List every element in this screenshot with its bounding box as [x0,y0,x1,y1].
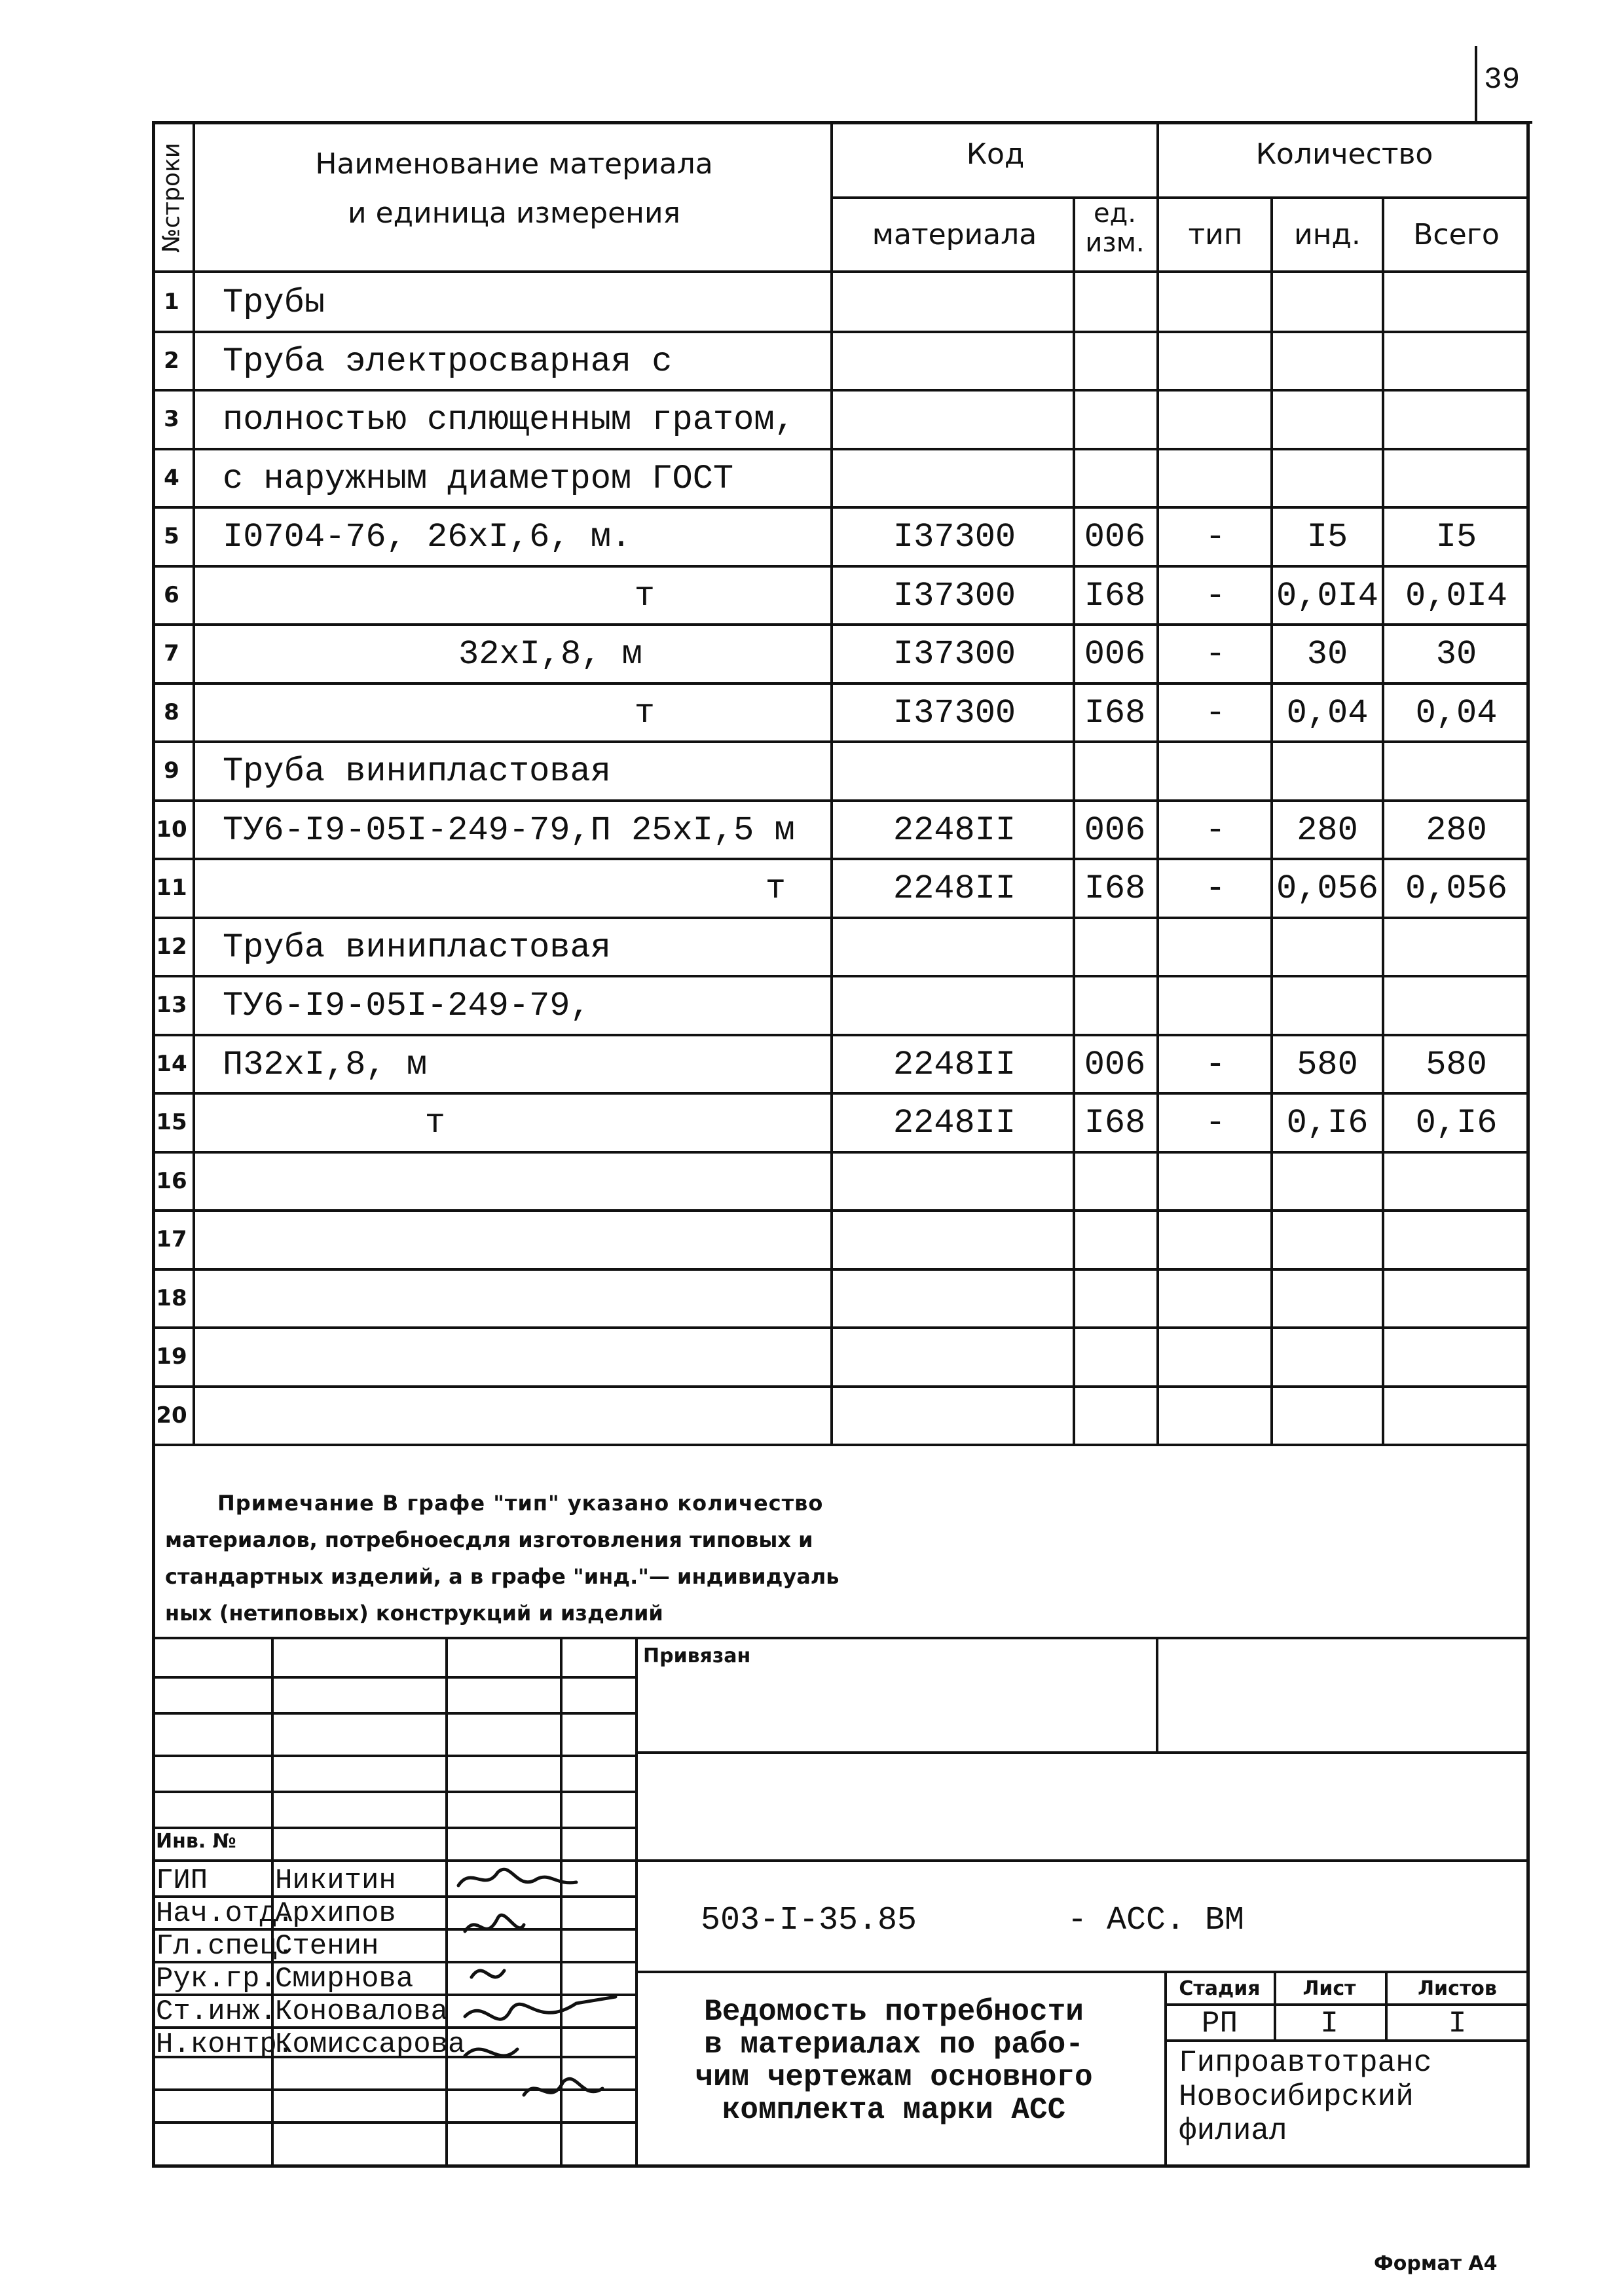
row-number: 16 [156,1167,187,1194]
grid-line [152,858,1530,860]
row-number: 3 [164,406,179,432]
stamp-line [1164,1971,1167,2168]
grid-line [152,1034,1530,1036]
row-total: 580 [1426,1045,1487,1084]
row-type: - [1205,1045,1226,1084]
row-name: т [634,576,655,615]
grid-line [152,1092,1530,1095]
note [165,1485,951,1631]
row-ind: 0,0I4 [1276,576,1379,615]
title-line: комплекта марки АСС [722,2093,1066,2127]
row-number: 2 [164,347,179,374]
role-name: Стенин [275,1930,379,1963]
row-type: - [1205,1104,1226,1142]
role-title: Гл.спец. [156,1930,295,1963]
grid-line [193,121,195,1444]
stamp-line [635,1859,1530,1862]
row-type: - [1205,635,1226,674]
row-number: 1 [164,289,179,315]
row-total: 0,0I4 [1405,576,1508,615]
row-unit: I68 [1084,576,1146,615]
note-line3: стандартных изделий, а в графе "инд."— индивидуаль [165,1564,840,1589]
row-name: I0704-76, 26xI,6, м. [223,518,632,556]
row-type: - [1205,811,1226,850]
row-code: 2248II [893,811,1016,850]
row-name: ТУ6-I9-05I-249-79, [223,987,591,1025]
stamp-line [152,1676,637,1679]
row-unit: 006 [1084,635,1146,674]
row-number: 4 [164,464,179,491]
sheet-value: I [1320,2007,1338,2041]
title-line: в материалах по рабо- [704,2028,1084,2062]
grid-line [152,1268,1530,1271]
role-name: Никитин [275,1865,396,1897]
grid-line [830,121,833,1444]
row-total: 0,04 [1415,693,1498,733]
organization [1179,2046,1431,2148]
row-type: - [1205,869,1226,908]
row-number: 15 [156,1109,187,1135]
stage-value: РП [1201,2007,1238,2041]
row-number: 14 [156,1050,187,1077]
row-name: с наружным диаметром ГОСТ [223,459,734,498]
role-title: Рук.гр. [156,1963,277,1995]
grid-line [152,917,1530,919]
grid-line [152,682,1530,685]
grid-line [152,1326,1530,1329]
grid-line [152,1209,1530,1212]
header-name-line2: и единица измерения [347,196,681,230]
row-name: П32xI,8, м [223,1045,428,1084]
row-code: 2248II [893,1104,1016,1142]
grid-line [1156,121,1159,1444]
sheet-label: Лист [1302,1977,1356,2000]
title-line: Ведомость потребности [704,1995,1084,2029]
row-code: 2248II [893,869,1016,908]
role-title: Ст.инж. [156,1995,277,2028]
row-ind: 580 [1297,1045,1358,1084]
row-name: полностью сплющенным гратом, [223,401,795,439]
row-number: 12 [156,933,187,960]
row-number: 10 [156,816,187,843]
row-type: - [1205,576,1226,615]
header-quantity: Количество [1255,137,1433,171]
grid-line [832,196,1530,199]
row-unit: I68 [1084,869,1146,908]
row-name: Труба электросварная с [223,342,673,381]
grid-line [152,740,1530,743]
grid-line [152,1385,1530,1388]
row-number: 18 [156,1285,187,1311]
header-type: тип [1188,218,1243,251]
row-number: 6 [164,581,179,608]
format-label: Формат А4 [1374,2252,1498,2275]
org-line: Новосибирский [1179,2080,1414,2114]
row-name: ТУ6-I9-05I-249-79,П 25xI,5 м [223,811,795,850]
row-number: 17 [156,1226,187,1252]
row-code: I37300 [893,635,1016,674]
stamp-line [1164,2003,1530,2006]
row-number: 5 [164,523,179,549]
row-total: 280 [1426,811,1487,850]
stamp-line [635,1751,1530,1754]
row-unit: 006 [1084,518,1146,556]
grid-line [152,799,1530,802]
role-name: Смирнова [275,1963,414,1995]
stamp-line [152,1791,637,1793]
note-line1: Примечание В графе "тип" указано количество [217,1491,824,1516]
document-title [645,1995,1143,2126]
stamp-line [152,2121,637,2124]
header-code: Код [966,137,1025,171]
row-code: I37300 [893,518,1016,556]
row-number: 13 [156,992,187,1018]
row-ind: 0,056 [1276,869,1379,908]
note-line4: ных (нетиповых) конструкций и изделий [165,1601,663,1626]
row-code: I37300 [893,576,1016,615]
row-total: 0,I6 [1415,1104,1498,1142]
org-line: филиал [1179,2114,1287,2148]
stage-label: Стадия [1179,1977,1261,2000]
grid-line [152,1637,1530,1639]
row-type: - [1205,693,1226,733]
header-material: материала [872,218,1037,251]
role-title: ГИП [156,1865,208,1897]
row-code: 2248II [893,1045,1016,1084]
grid-line [152,975,1530,977]
header-unit-line1: ед. [1094,198,1136,228]
row-name: т [765,869,786,908]
grid-line [152,1444,1530,1446]
row-number: 9 [164,757,179,784]
stamp-line [152,1755,637,1757]
grid-line [152,506,1530,509]
grid-line [152,270,1530,273]
header-total: Всего [1413,218,1500,251]
row-name: т [634,693,655,733]
role-title: Нач.отд. [156,1897,295,1930]
row-number: 11 [156,875,187,901]
row-unit: 006 [1084,1045,1146,1084]
row-number: 19 [156,1343,187,1370]
note-line2: материалов, потребноесдля изготовления типовых и [165,1527,813,1552]
row-name: Труба винипластовая [223,752,611,791]
row-number: 20 [156,1402,187,1429]
row-unit: 006 [1084,811,1146,850]
grid-line [152,565,1530,568]
sheets-label: Листов [1418,1977,1497,2000]
header-ind: инд. [1294,218,1361,251]
row-code: I37300 [893,693,1016,733]
row-total: 30 [1435,635,1477,674]
stamp-line [1156,1637,1158,1751]
stamp-line [152,1712,637,1715]
stamp-line [635,1971,1530,1973]
grid-line [152,1151,1530,1154]
row-number-header: №строки [158,142,185,253]
sheets-value: I [1448,2007,1467,2041]
doc-code: 503-I-35.85 [701,1902,917,1939]
grid-line [152,331,1530,333]
grid-line [152,389,1530,392]
row-ind: 30 [1306,635,1348,674]
grid-line [152,448,1530,450]
row-ind: 0,04 [1286,693,1369,733]
row-total: 0,056 [1405,869,1508,908]
row-total: I5 [1435,518,1477,556]
stamp-line [152,1827,637,1829]
row-unit: I68 [1084,1104,1146,1142]
title-line: чим чертежам основного [695,2060,1093,2094]
row-ind: I5 [1306,518,1348,556]
org-line: Гипроавтотранс [1179,2046,1432,2080]
row-ind: 0,I6 [1286,1104,1369,1142]
page-number: 39 [1484,63,1521,97]
row-name: т [424,1104,445,1142]
row-name: Трубы [223,283,325,322]
row-number: 8 [164,699,179,725]
row-name: Труба винипластовая [223,928,611,967]
privyazan-label: Привязан [643,1645,751,1667]
header-unit-line2: изм. [1085,228,1145,258]
signatures [445,1853,642,2115]
row-number: 7 [164,640,179,666]
row-unit: I68 [1084,693,1146,733]
role-name: Комиссарова [275,2028,466,2061]
row-name: 32xI,8, м [458,635,642,674]
role-name: Архипов [275,1897,396,1930]
doc-mark: - АСС. ВМ [1067,1902,1245,1939]
inv-no-label: Инв. № [156,1830,236,1853]
row-ind: 280 [1297,811,1358,850]
row-type: - [1205,518,1226,556]
role-title: Н.контр. [156,2028,295,2061]
header-name-line1: Наименование материала [315,147,713,181]
role-name: Коновалова [275,1995,449,2028]
grid-line [152,623,1530,626]
